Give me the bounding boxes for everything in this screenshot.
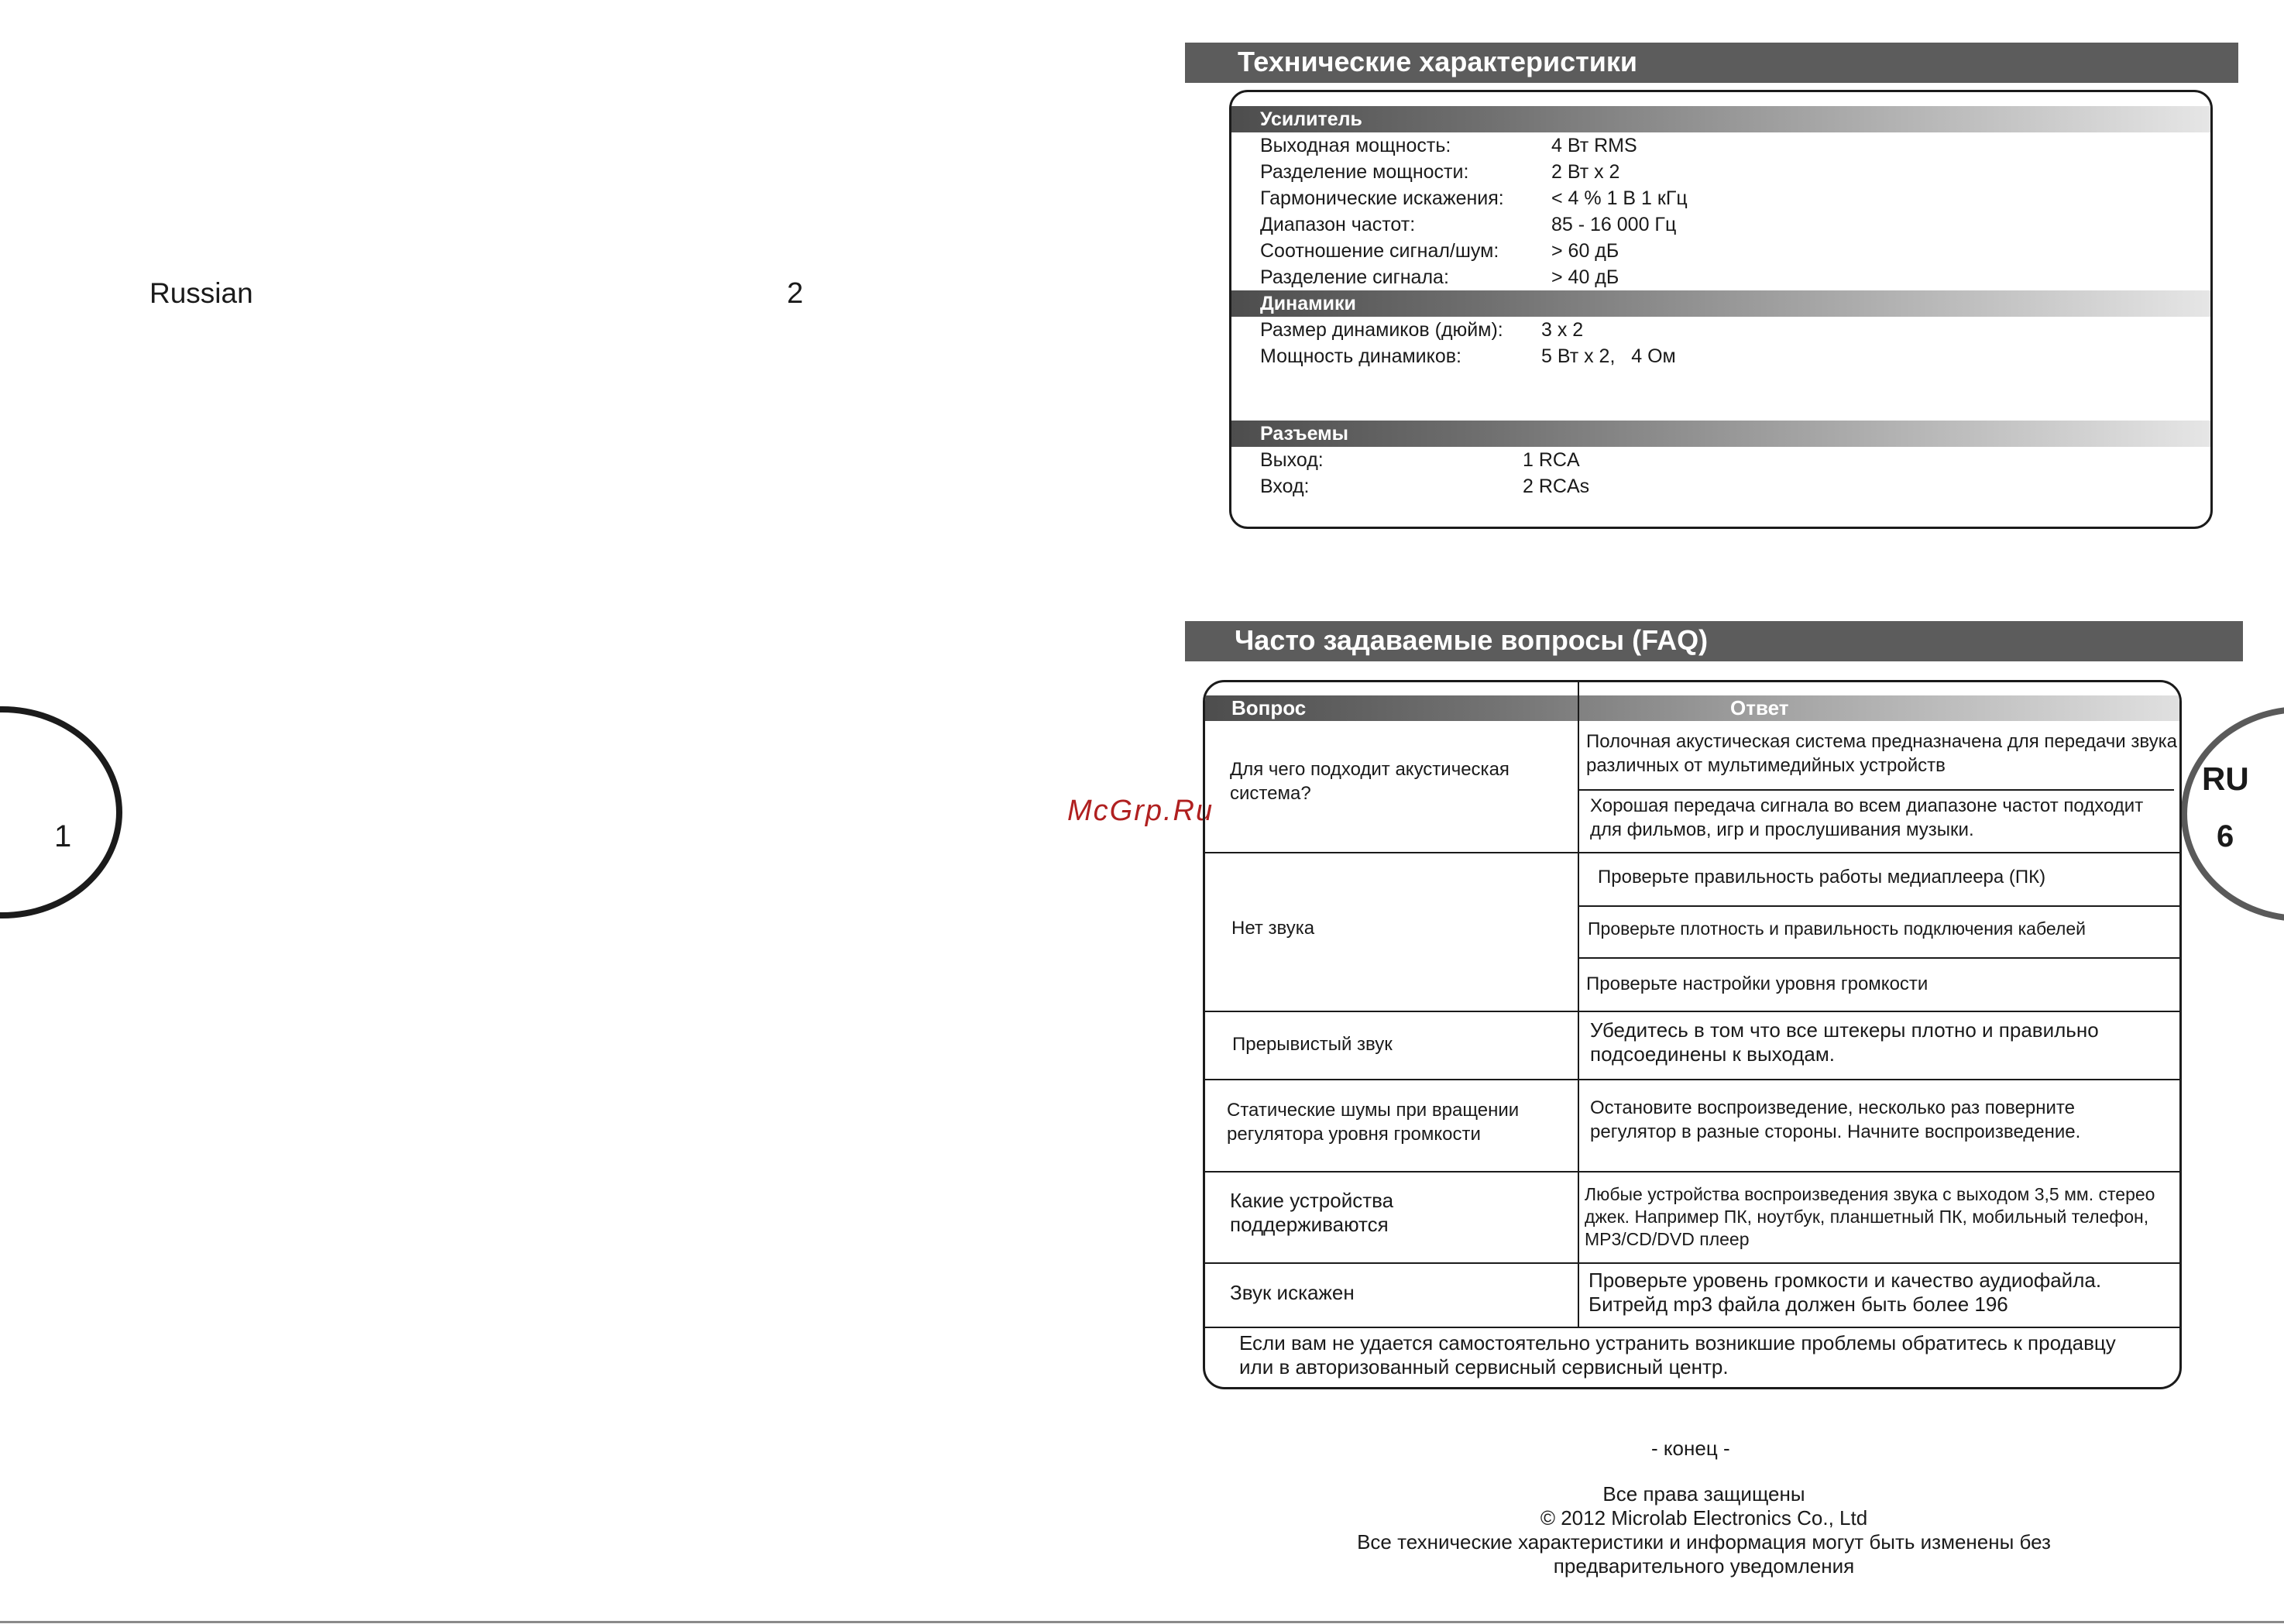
spec-label: Гармонические искажения: bbox=[1260, 187, 1504, 209]
spec-label: Размер динамиков (дюйм): bbox=[1260, 319, 1503, 341]
left-tab-number: 1 bbox=[54, 819, 72, 853]
left-page-tab-circle bbox=[0, 706, 122, 918]
spec-value: 85 - 16 000 Гц bbox=[1551, 214, 1677, 235]
faq-question: Статические шумы при вращении регулятора уровня громкости bbox=[1227, 1100, 1520, 1145]
row-divider bbox=[1205, 1079, 2182, 1080]
spec-row bbox=[1231, 447, 2210, 473]
faq-header-row bbox=[1205, 695, 2179, 721]
spec-row bbox=[1231, 159, 2210, 185]
faq-question: Прерывистый звук bbox=[1232, 1034, 1393, 1055]
spec-row bbox=[1231, 343, 2210, 369]
faq-answer: Полочная акустическая система предназначена для передачи звука различных от мультимедийных устройств bbox=[1586, 731, 2177, 776]
spec-label: Разделение мощности: bbox=[1260, 161, 1469, 183]
faq-question: Какие устройства поддерживаются bbox=[1230, 1189, 1394, 1236]
faq-footer-note: Если вам не удается самостоятельно устранить возникшие проблемы обратитесь к продавцу или в авторизованный сервисный сервисный центр. bbox=[1239, 1331, 2116, 1379]
column-divider bbox=[1578, 682, 1579, 1327]
spec-value: 4 Вт RMS bbox=[1551, 135, 1637, 156]
left-page-number: 2 bbox=[787, 277, 804, 310]
spec-label: Выход: bbox=[1260, 449, 1324, 471]
answer-sub-divider bbox=[1578, 905, 2182, 907]
spec-label: Диапазон частот: bbox=[1260, 214, 1416, 235]
spec-value: 2 RCAs bbox=[1523, 476, 1590, 497]
faq-question: Нет звука bbox=[1231, 918, 1315, 939]
row-divider bbox=[1205, 1171, 2182, 1173]
connectors-header: Разъемы bbox=[1231, 421, 2210, 447]
end-mark: - конец - bbox=[1651, 1437, 1730, 1460]
row-divider bbox=[1205, 852, 2182, 853]
copyright-line: Все права защищены bbox=[1602, 1482, 1805, 1506]
faq-answer: Проверьте уровень громкости и качество аудиофайла. Битрейд mp3 файла должен быть более 196 bbox=[1588, 1269, 2102, 1316]
answer-sub-divider bbox=[1578, 957, 2182, 959]
faq-question-header: Вопрос bbox=[1231, 696, 1307, 719]
right-page-tab-circle bbox=[2181, 706, 2284, 922]
amplifier-header: Усилитель bbox=[1231, 106, 2210, 132]
watermark: McGrp.Ru bbox=[1067, 795, 1214, 827]
spec-value: > 40 дБ bbox=[1551, 266, 1619, 288]
language-tab-label: RU bbox=[2202, 760, 2249, 797]
copyright-line: предварительного уведомления bbox=[1553, 1554, 1855, 1578]
right-page-number: 6 bbox=[2217, 819, 2234, 853]
answer-sub-divider bbox=[1578, 789, 2174, 791]
row-divider bbox=[1205, 1011, 2182, 1012]
copyright-line: Все технические характеристики и информация могут быть изменены без bbox=[1357, 1530, 2051, 1554]
faq-title: Часто задаваемые вопросы (FAQ) bbox=[1185, 621, 2243, 661]
spec-row bbox=[1231, 211, 2210, 238]
spec-value: 1 RCA bbox=[1523, 449, 1580, 471]
faq-answer-header: Ответ bbox=[1730, 696, 1789, 719]
specs-table bbox=[1229, 90, 2213, 529]
page-bottom-rule bbox=[0, 1621, 2284, 1623]
spec-value: 5 Вт x 2, 4 Ом bbox=[1541, 345, 1676, 367]
faq-answer: Проверьте правильность работы медиаплеера (ПК) bbox=[1598, 867, 2046, 888]
spec-value: 2 Вт x 2 bbox=[1551, 161, 1620, 183]
spec-row bbox=[1231, 317, 2210, 343]
spec-value: < 4 % 1 В 1 кГц bbox=[1551, 187, 1688, 209]
faq-table bbox=[1203, 680, 2182, 1389]
faq-answer: Убедитесь в том что все штекеры плотно и правильно подсоединены к выходам. bbox=[1590, 1018, 2099, 1066]
spec-row bbox=[1231, 185, 2210, 211]
spec-row bbox=[1231, 264, 2210, 290]
faq-answer: Проверьте настройки уровня громкости bbox=[1586, 973, 1929, 994]
faq-answer: Проверьте плотность и правильность подключения кабелей bbox=[1588, 918, 2086, 939]
spec-row bbox=[1231, 132, 2210, 159]
spec-label: Вход: bbox=[1260, 476, 1310, 497]
faq-answer: Любые устройства воспроизведения звука с выходом 3,5 мм. стерео джек. Например ПК, ноутбук, планшетный ПК, мобильный телефон, MP3/CD/DVD плеер bbox=[1585, 1184, 2155, 1249]
faq-question: Звук искажен bbox=[1230, 1281, 1355, 1304]
spec-label: Разделение сигнала: bbox=[1260, 266, 1449, 288]
spec-row bbox=[1231, 238, 2210, 264]
faq-answer: Остановите воспроизведение, несколько раз поверните регулятор в разные стороны. Начните воспроизведение. bbox=[1590, 1097, 2081, 1142]
faq-answer: Хорошая передача сигнала во всем диапазоне частот подходит для фильмов, игр и прослушивания музыки. bbox=[1590, 795, 2144, 840]
faq-question: Для чего подходит акустическая система? bbox=[1230, 759, 1510, 804]
spec-label: Выходная мощность: bbox=[1260, 135, 1451, 156]
copyright-block bbox=[1270, 1482, 2138, 1578]
spec-value: > 60 дБ bbox=[1551, 240, 1619, 262]
spec-value: 3 x 2 bbox=[1541, 319, 1584, 341]
copyright-line: © 2012 Microlab Electronics Co., Ltd bbox=[1540, 1506, 1868, 1530]
row-divider bbox=[1205, 1327, 2182, 1328]
row-divider bbox=[1205, 1262, 2182, 1264]
spec-label: Мощность динамиков: bbox=[1260, 345, 1461, 367]
spec-row bbox=[1231, 473, 2210, 500]
spec-label: Соотношение сигнал/шум: bbox=[1260, 240, 1499, 262]
speakers-header: Динамики bbox=[1231, 290, 2210, 317]
left-page-language: Russian bbox=[149, 277, 253, 309]
specs-title: Технические характеристики bbox=[1185, 43, 2238, 83]
